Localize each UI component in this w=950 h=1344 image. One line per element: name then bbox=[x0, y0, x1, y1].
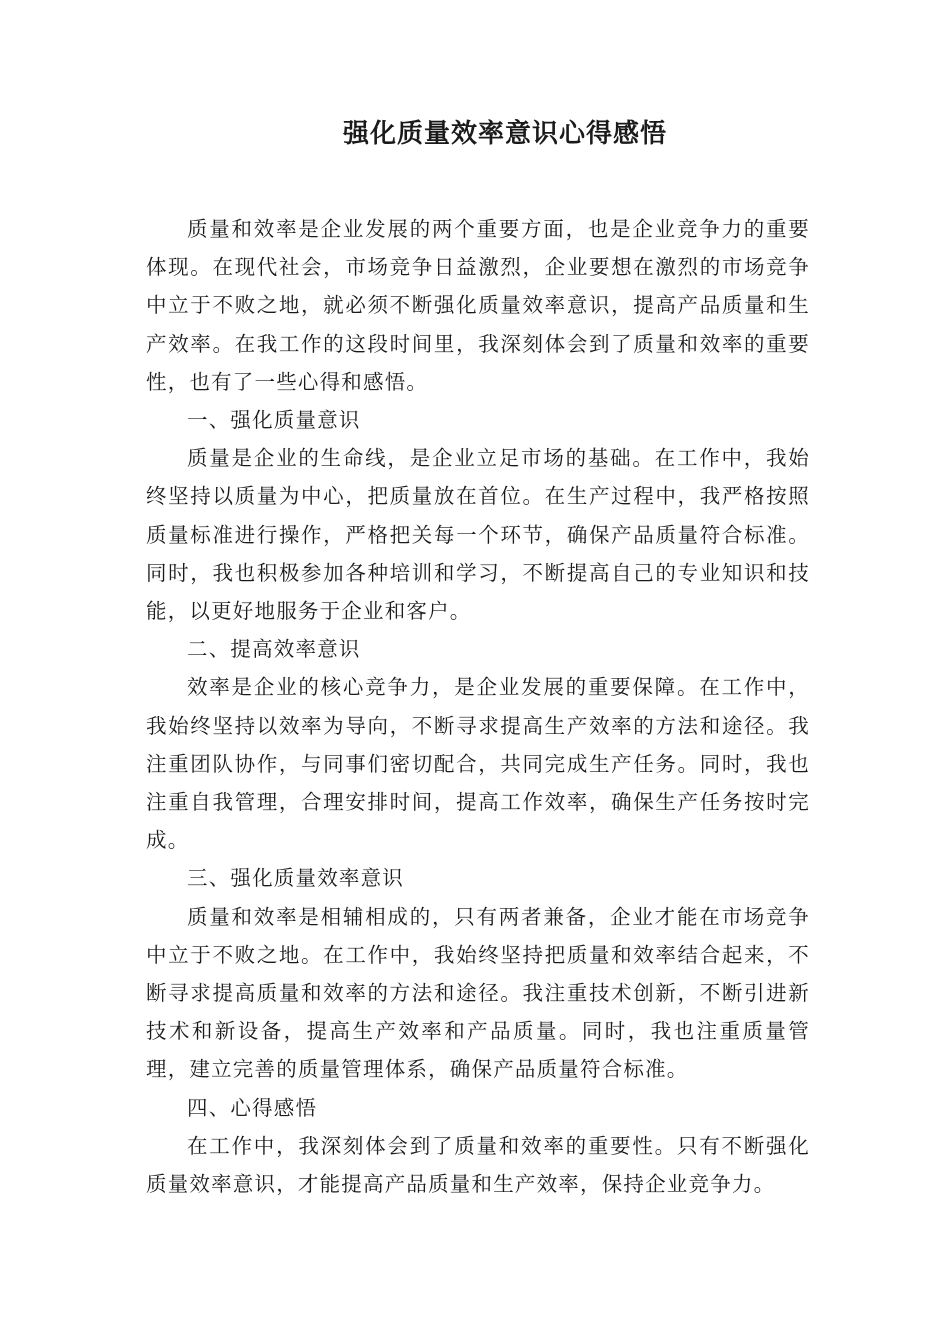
paragraph-efficiency: 效率是企业的核心竞争力，是企业发展的重要保障。在工作中，我始终坚持以效率为导向，不断寻求提高生产效率的方法和途径。我注重团队协作，与同事们密切配合，共同完成生产任务。同时，我也注重自我管理，合理安排时间，提高工作效率，确保生产任务按时完成。 bbox=[146, 675, 810, 853]
section-heading-1: 一、强化质量意识 bbox=[187, 408, 361, 433]
section-heading-4: 四、心得感悟 bbox=[187, 1095, 318, 1120]
paragraph-reflection: 在工作中，我深刻体会到了质量和效率的重要性。只有不断强化质量效率意识，才能提高产品质量和生产效率，保持企业竞争力。 bbox=[146, 1133, 810, 1197]
document-title: 强化质量效率意识心得感悟 bbox=[342, 119, 667, 149]
section-heading-2: 二、提高效率意识 bbox=[187, 637, 361, 662]
document-body bbox=[146, 210, 810, 1203]
paragraph-quality-efficiency: 质量和效率是相辅相成的，只有两者兼备，企业才能在市场竞争中立于不败之地。在工作中，我始终坚持把质量和效率结合起来，不断寻求提高质量和效率的方法和途径。我注重技术创新，不断引进新技术和新设备，提高生产效率和产品质量。同时，我也注重质量管理，建立完善的质量管理体系，确保产品质量符合标准。 bbox=[146, 904, 810, 1082]
paragraph-intro: 质量和效率是企业发展的两个重要方面，也是企业竞争力的重要体现。在现代社会，市场竞争日益激烈，企业要想在激烈的市场竞争中立于不败之地，就必须不断强化质量效率意识，提高产品质量和生产效率。在我工作的这段时间里，我深刻体会到了质量和效率的重要性，也有了一些心得和感悟。 bbox=[146, 217, 810, 394]
section-heading-3: 三、强化质量效率意识 bbox=[187, 866, 404, 891]
paragraph-quality: 质量是企业的生命线，是企业立足市场的基础。在工作中，我始终坚持以质量为中心，把质量放在首位。在生产过程中，我严格按照质量标准进行操作，严格把关每一个环节，确保产品质量符合标准。同时，我也积极参加各种培训和学习，不断提高自己的专业知识和技能，以更好地服务于企业和客户。 bbox=[146, 446, 810, 624]
